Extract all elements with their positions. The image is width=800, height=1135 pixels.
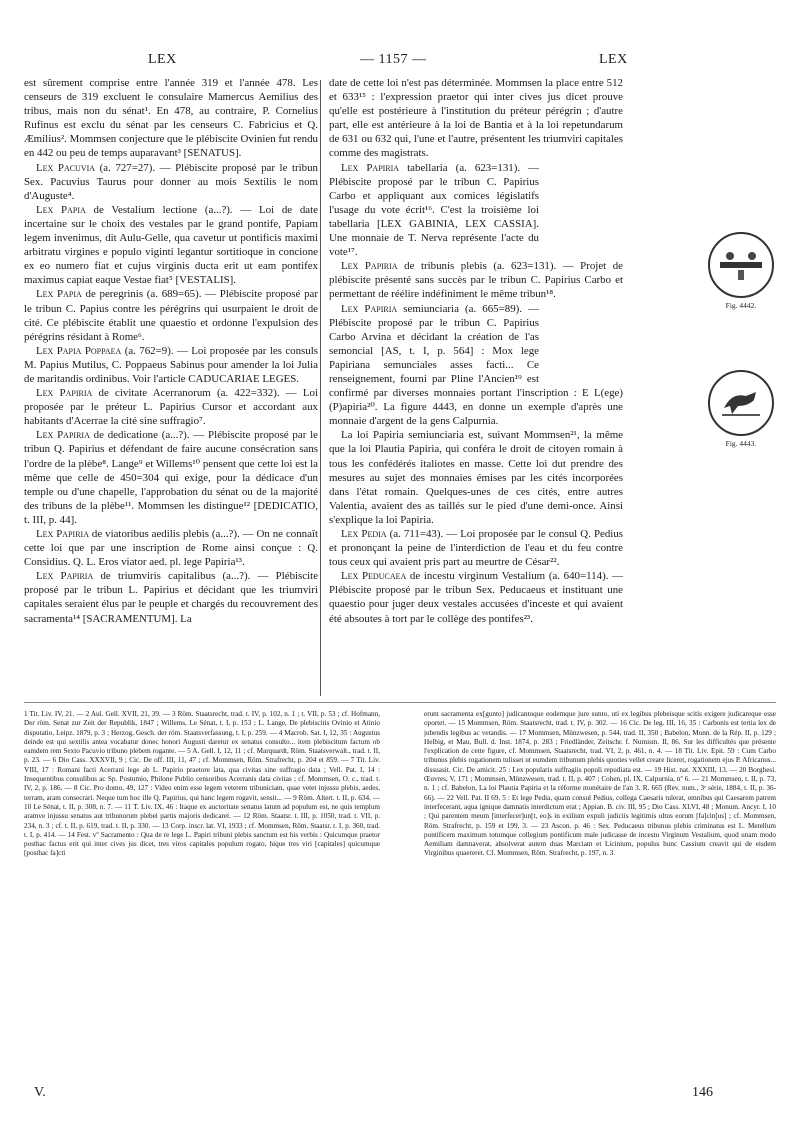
entry-text: (a. 711=43). — Loi proposée par le consul Q. Pedius et prononçant la peine de l'interdiction de l'eau et du feu contre tous ceux qui avaient pris part au meurtre de César²².	[329, 528, 623, 569]
figure-4443	[700, 370, 782, 448]
running-header	[0, 52, 800, 72]
footnotes-right	[424, 710, 776, 859]
article-paragraph	[24, 527, 318, 569]
article-paragraph	[329, 569, 623, 625]
figure-caption: Fig. 4443.	[725, 439, 757, 448]
entry-heading: Lex Papiria	[341, 302, 398, 315]
signature-mark: V.	[34, 1085, 46, 1100]
article-paragraph	[329, 527, 623, 569]
article-paragraph	[329, 161, 623, 260]
article-paragraph	[24, 344, 318, 386]
article-paragraph	[24, 569, 318, 625]
entry-heading: Lex Papiria	[341, 161, 400, 174]
article-paragraph	[329, 428, 623, 527]
entry-heading: Lex Pedia	[341, 528, 387, 540]
entry-text: tabellaria (a. 623=131). — Plébiscite proposé par le tribun C. Papirius Carbo et appliquant aux comices législatifs l'usage du vote écrit¹⁶. C'est la troisième loi tabellaria [LEX GABINIA, LEX CASSIA]. Une monnaie de T. Nerva représente l'acte du vote¹⁷.	[329, 161, 540, 259]
column-divider	[320, 80, 321, 696]
coin-vote-icon	[708, 232, 774, 298]
article-paragraph	[24, 287, 318, 343]
entry-text: de Vestalium lectione (a...?). — Loi de date incertaine sur le choix des vestales par le grand pontife, Papiam legem invenimus, dit Aulu-Gelle, qua cavetur ut pontificis maximi arbitratu virgines e populo viginti legantur sortitioque in concione ex eo numero fiat et cujus virginis ducta erit ut eam pontifex maximus capiat eaque Vestae fiat⁵ [VESTALIS].	[24, 203, 318, 287]
header-left: LEX	[148, 52, 177, 67]
article-paragraph	[24, 161, 318, 203]
right-column	[329, 76, 623, 626]
article-paragraph	[24, 386, 318, 428]
entry-heading: Lex Papiria	[36, 528, 89, 540]
entry-heading: Lex Peducaea	[341, 570, 407, 583]
entry-text: de viatoribus aedilis plebis (a...?). — On ne connaît cette loi que par une inscription de Rome ainsi conçue : Q. Considius. Q. L. Eros viator aed. pl. lege Papiria¹³.	[24, 528, 318, 569]
page-number: — 1157 —	[360, 52, 427, 67]
entry-heading: Lex Papia Poppaea	[36, 344, 122, 357]
entry-heading: Lex Papiria	[36, 387, 93, 400]
entry-text: est sûrement comprise entre l'année 319 et l'année 478. Les censeurs de 319 excluent le consulaire Mamercus Aemilius des tribus, mais non du sénat¹. En 478, au contraire, P. Cornelius Rufinus est exclu du sénat par les censeurs C. Fabricius et Q. Æmilius². Mommsen conjecture que le plébiscite Ovinien fut rendu en 442 ou peu de temps auparavant³ [SENATUS].	[24, 77, 318, 160]
footnote-text: erunt sacramenta ex[gunto] judicantoque eodemque jure sunto, uti ex legibus plebeisque scitis exigere judicareque esse oportet. — 15 Mommsen, Röm. Staatsrecht, trad. t. IV, p. 302. — 16 Cic. De leg. III, 16, 35 : Carbonis est tertia lex de jubendis legibus ac vetandis. — 17 Mommsen, Münzwesen, p. 544, trad. II, 350 ; Babelon, Monn. de la Rép. II, p. 129 ; Helbig, et Mau, Bull. d. Inst. 1874, p. 283 ; Friedländer, Zeitschr. f. Numism. II, 86. Sur les difficultés que présente l'explication de cette figure, cf. Mommsen, Staatsrecht, trad. VI, 2, p. 461, n. 4. — 18 Tit. Liv. Epit. 59 : Cum Carbo tribunus plebis rogationem tulisset ut eumdem tribunum plebis quoties vellet creare liceret, rogationem ejus P. Africanus... dissuasit. Cic. De amicit. 25 : Lex popularis suffragiis populi repudiata est. — 19 Hist. nat. XXXIII, 13. — 20 Borghesi. Œuvres, V, 171 ; Mommsen, Münzwesen, trad. t. II, p. 407 ; Cohen, pl. IX, Calpurnia, nº 6. — 21 Mommsen, t. II, p. 73, n. 1 ; cf. Babelon, La loi Plautia Papiria et la réforme monétaire de l'an 3. R. 665 (Rev. num., 3ᵉ série, 1884, t. II, p. 36-66). — 22 Vell. Pat. II 69, 5 : Et lege Pedia, quam consul Pedius, collega Caesaris tulerat, omnibus qui Caesarem patrem interfecerant, aqua ignique damnatis interdictum erat ; Appian. B. civ. III, 95 ; Dio Cass. XLVI, 48 ; Monum. Ancyr. I, 10 ; Qui parentem meum [interfecer]un[t, eo]s in exilium expuli judiciis legitimis ultus eorum [fa]cin[us] ; cf. Mommsen, Röm. Strafrecht, p. 159 et 199, 3. — 23 Ascon. p. 46 : Sex. Peducaeus tribunus plebis criminatus est L. Metellum pontificem maximum totumque collegium pontificum male judicasse de incestu Virginum Vestalium, quod unam modo Aemiliam damnaverat, absolverat autem duas Marciam et Licinium, populus hunc Cassium creavit qui de eisdem Virginibus quaereret. Cf. Mommsen, Röm. Strafrecht, p. 197, n. 3.	[424, 710, 776, 858]
entry-text: de peregrinis (a. 689=65). — Plébiscite proposé par le tribun C. Papius contre les pérégrins qui usurpaient le droit de cité. Ce plébiscite établit une quaestio et ordonne l'expulsion des pérégrins résidant à Rome⁶.	[24, 288, 318, 343]
article-paragraph	[329, 76, 623, 161]
entry-heading: Lex Papia	[36, 288, 82, 301]
entry-text: date de cette loi n'est pas déterminée. Mommsen la place entre 512 et 633¹⁵ : l'expression praetor qui inter cives jus dicet prouve qu'elle est postérieure à l'institution du préteur pérégrin ; d'autre part, elle est antérieure à la loi de Bantia et à la loi repetundarum de 631 ou 632 qui, l'une et l'autre, présentent les triumviri capitales comme des magistrats.	[329, 77, 623, 160]
entry-text: (a. 762=9). — Loi proposée par les consuls M. Papius Mutilus, C. Poppaeus Sabinus pour amender la loi Julia de maritandis ordinibus. Voir l'article CADUCARIAE LEGES.	[24, 344, 318, 385]
entry-heading: Lex Pacuvia	[36, 161, 96, 174]
entry-heading: Lex Papia	[36, 203, 86, 216]
entry-text: La loi Papiria semiunciaria est, suivant Mommsen²¹, la même que la loi Plautia Papiria, qui conféra le droit de citoyen romain à tous les confédérés italiotes en masse. Cette loi dut prendre des mesures au sujet des monnaies émises par les cités incorporées dans l'état romain. Quelques-unes de ces cités, entre autres Valentia, avaient des as taillés sur le pied d'une demi-once. Ainsi s'explique la loi Papiria.	[329, 429, 623, 526]
figure-space	[539, 161, 623, 241]
footnote-rule	[24, 702, 776, 703]
entry-heading: Lex Papiria	[36, 570, 94, 583]
entry-text: (a. 727=27). — Plébiscite proposé par le tribun Sex. Pacuvius Taurus pour donner au mois Sextilis le nom d'Auguste⁴.	[24, 161, 318, 202]
entry-text: de civitate Acerranorum (a. 422=332). — Loi proposée par le préteur L. Papirius Cursor et accordant aux habitants d'Acerrae la cité sine suffragio⁷.	[24, 387, 319, 428]
article-paragraph	[24, 203, 318, 288]
entry-text: de dedicatione (a...?). — Plébiscite proposé par le tribun Q. Papirius et défendant de faire aucune consécration sans l'ordre de la plèbe⁸. Lange⁹ et Willems¹⁰ pensent que cette loi est la même que celle de 450=304 qui exige, pour la dédicace d'un temple ou d'une chapelle, l'approbation du sénat ou de la majorité des tribuns de la plèbe¹¹. Mommsen les distingue¹² [DEDICATIO, t. III, p. 44].	[24, 429, 319, 526]
article-paragraph	[329, 302, 623, 429]
article-paragraph	[24, 76, 318, 161]
entry-heading: Lex Papiria	[36, 429, 90, 442]
figure-caption: Fig. 4442.	[725, 301, 757, 310]
figure-4442	[700, 232, 782, 310]
left-column	[24, 76, 318, 626]
footnotes-left	[24, 710, 380, 859]
entry-heading: Lex Papiria	[341, 260, 398, 273]
entry-text: de tribunis plebis (a. 623=131). — Projet de plébiscite présenté sans succès par le tribun C. Papirius Carbo et permettant de réélire indéfiniment le même tribun¹⁸.	[329, 260, 624, 301]
article-paragraph	[329, 259, 623, 301]
article-paragraph	[24, 428, 318, 527]
sheet-number: 146	[692, 1085, 713, 1100]
footnote-text: 1 Tit. Liv. IV, 21. — 2 Aul. Gell. XVII, 21, 39. — 3 Röm. Staatsrecht, trad. t. IV, p. 102, n. 1 ; t. VII, p. 53 ; cf. Hofmann, Der röm. Senat zur Zeit der Republik, 1847 ; Willems, Le Sénat, t. I, p. 153 ; L. Lange, De plebiscitis Ovinio et Atinio disputatio, Leipz. 1879, p. 3 ; Herzog, Gesch. der röm. Staatsverfassung, t. I, p. 259. — 4 Macrob. Sat. I, 12, 35 : Augustus deinde est qui sextilis antea vocabatur donec honori Augusti daretur ex senatus consulto... item plebiscitum factum ob eamdem rem Sexto Pacuvio tribuno plebem rogante. — 5 A. Gell. I, 12, 11 ; cf. Marquardt, Röm. Staatsverwalt., trad. t. II, p. 23. — 6 Dio Cass. XXXVII, 9 ; Cic. De off. III, 11, 47 ; cf. Mommsen, Röm. Strafrecht, p. 204 et 859. — 7 Tit. Liv. VIII, 17 : Romani facti Acerrani lege ab L. Papirio praetore lata, qua civitas sine suffragio data ; Vell. Pat. I, 14 : Insequentibus consulibus ac Sp. Postumio, Philone Publio censoribus Acerranis data civitas ; cf. Mommsen, O. c., trad. t. IV, 2, p. 186. — 8 Cic. Pro domo, 49, 127 : Video enim esse legem veterem tribuniciam, quae vetet injussu plebis, aedes, terram, aram consecrari. Neque tum hoc ille Q. Papirius, qui hanc legem rogavit, sensit... — 9 Röm. Altert. t. II, p. 634. — 10 Le Sénat, t. II, p. 308, n. 7. — 11 T. Liv. IX, 46 : Itaque ex auctoritate senatus latum ad populum est, ne quis templum aramve injussu senatus aut tribunorum plebei partis majoris dedicaret. — 12 Röm. Staatsr. t. III, p. 1050, trad. t. VII, p. 234, n. 3 ; cf. t. II, p. 619, trad. t. II, p. 330. — 13 Corp. inscr. lat. VI, 1933 ; cf. Mommsen, Röm. Staatsr. t. I, p. 360, trad. t. I, p. 414. — 14 Fest. vº Sacramento : Qua de re lege L. Papiri tribuni plebis sanctum est his verbis : Quicumque praetor posthac factus erit qui inter cives jus dicet, tres viros capitales populum rogato, hique tres viri [capitales] quicumque [posthac fa]cti	[24, 710, 380, 858]
entry-text: semiunciaria (a. 665=89). — Plébiscite proposé par le tribun C. Papirius Carbo Arvina et décidant la création de l'as semoncial [AS, t. I, p. 564] : Mox lege Papiriana semunciales asses facti... Ce renseignement, fourni par Pline l'Ancien¹⁹ est confirmé par diverses monnaies portant l'inscription : E L(ege) (P)apiria²⁰. La figure 4443, en donne un exemple d'après une monnaie d'argent de la gens Calpurnia.	[329, 302, 623, 428]
entry-text: de triumviris capitalibus (a...?). — Plébiscite proposé par le tribun L. Papirius et décidant que les triumviri capitales seraient élus par le peuple et chargés du recouvrement des sacramenta¹⁴ [SACRAMENTUM]. La	[24, 570, 318, 625]
entry-text: de incestu virginum Vestalium (a. 640=114). — Plébiscite proposé par le tribun Sex. Peducaeus et instituant une quaestio pour juger deux vestales accusées d'inceste et qui avaient été absoutes à tort par le collège des pontifes²³.	[329, 570, 623, 625]
coin-horse-icon	[708, 370, 774, 436]
figure-space	[539, 302, 623, 386]
header-right: LEX	[599, 52, 628, 67]
